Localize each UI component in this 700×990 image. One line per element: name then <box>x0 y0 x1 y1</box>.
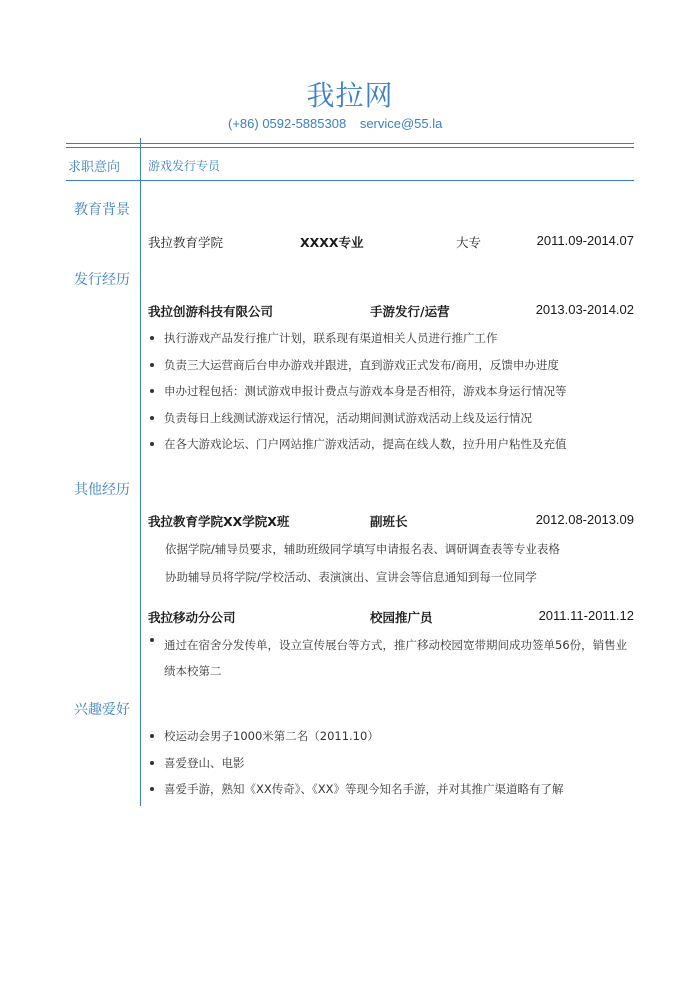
publishing-label: 发行经历 <box>74 272 130 288</box>
other-entry2-org: 我拉移动分公司 <box>148 610 236 625</box>
list-item: 负责三大运营商后台申办游戏并跟进，直到游戏正式发布/商用，反馈申办进度 <box>148 357 638 384</box>
education-date: 2011.09-2014.07 <box>536 233 634 248</box>
other-entry1-row <box>148 512 634 530</box>
objective-label: 求职意向 <box>68 160 121 175</box>
hobbies-list <box>148 728 638 808</box>
email-address: service@55.la <box>359 116 443 131</box>
list-item: 喜爱登山、电影 <box>148 755 638 782</box>
header-rule-top <box>66 143 634 144</box>
list-item: 通过在宿舍分发传单，设立宣传展台等方式，推广移动校园宽带期间成功签单56份，销售业绩本校第二 <box>148 632 636 684</box>
education-school: 我拉教育学院 <box>148 235 224 250</box>
education-major: XXXX专业 <box>300 235 364 250</box>
objective-value: 游戏发行专员 <box>148 159 221 173</box>
list-item: 在各大游戏论坛、门户网站推广游戏活动，提高在线人数，拉升用户粘性及充值 <box>148 436 638 463</box>
hobbies-label: 兴趣爱好 <box>74 702 130 718</box>
other-entry1-org: 我拉教育学院XX学院X班 <box>148 514 290 529</box>
other-entry1-line: 协助辅导员将学院/学校活动、表演演出、宣讲会等信息通知到每一位同学 <box>165 570 537 584</box>
publishing-role: 手游发行/运营 <box>370 304 450 319</box>
other-entry2-list <box>148 637 636 684</box>
education-row <box>148 233 634 251</box>
education-label: 教育背景 <box>74 202 130 218</box>
other-entry2-role: 校园推广员 <box>370 610 433 625</box>
publishing-company: 我拉创游科技有限公司 <box>148 304 274 319</box>
other-label: 其他经历 <box>74 482 130 498</box>
other-entry1-line: 依据学院/辅导员要求，辅助班级同学填写申请报名表、调研调查表等专业表格 <box>165 542 560 556</box>
section-divider-line <box>140 138 141 806</box>
other-entry2-row <box>148 608 634 626</box>
list-item: 申办过程包括：测试游戏申报计费点与游戏本身是否相符，游戏本身运行情况等 <box>148 383 638 410</box>
contact-line <box>228 116 442 131</box>
phone-number: (+86) 0592-5885308 <box>228 116 347 131</box>
other-entry2-date: 2011.11-2011.12 <box>538 608 634 623</box>
objective-rule-bottom <box>66 180 634 181</box>
list-item: 校运动会男子1000米第二名（2011.10） <box>148 728 638 755</box>
other-entry1-date: 2012.08-2013.09 <box>535 512 634 527</box>
publishing-duties-list <box>148 330 638 463</box>
header-rule-inner <box>66 147 634 148</box>
list-item: 负责每日上线测试游戏运行情况，活动期间测试游戏活动上线及运行情况 <box>148 410 638 437</box>
other-entry1-role: 副班长 <box>370 514 408 529</box>
publishing-row <box>148 302 634 320</box>
publishing-date: 2013.03-2014.02 <box>535 302 634 317</box>
education-degree: 大专 <box>456 235 482 250</box>
resume-name: 我拉网 <box>306 79 394 112</box>
list-item: 喜爱手游，熟知《XX传奇》、《XX》等现今知名手游，并对其推广渠道略有了解 <box>148 781 638 808</box>
list-item: 执行游戏产品发行推广计划，联系现有渠道相关人员进行推广工作 <box>148 330 638 357</box>
